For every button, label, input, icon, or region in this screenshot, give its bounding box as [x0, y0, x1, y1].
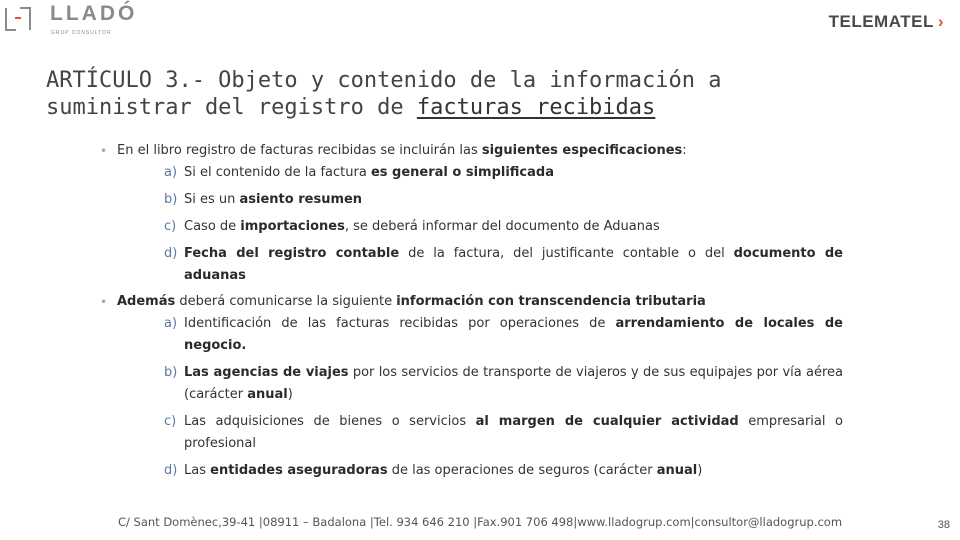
sub-item-text: , se deberá informar del documento de Aduanas [344, 219, 660, 234]
slide-title-line-2-text: suministrar del registro de [46, 95, 417, 120]
sub-item-text: de las operaciones de seguros (carácter [387, 463, 657, 478]
bullet-item [98, 140, 843, 162]
sub-item-text: Si es un [184, 192, 240, 207]
slide-title-line-2 [46, 94, 906, 121]
sub-item [164, 162, 843, 184]
sub-item [164, 362, 843, 406]
bullet-dot-icon: • [100, 144, 108, 158]
sub-item-text: Identificación de las facturas recibidas por operaciones de [184, 316, 616, 331]
sub-item-bold-text: entidades aseguradoras [210, 463, 388, 478]
sub-item-marker: b) [164, 192, 178, 207]
bullet-text: : [682, 143, 687, 158]
sub-item-bold-text: Fecha del registro contable [184, 246, 400, 261]
bullet-item [98, 291, 843, 313]
sub-item-marker: d) [164, 246, 178, 261]
sub-item [164, 460, 843, 482]
telematel-logo-word: TELEMATEL [828, 12, 934, 31]
sub-item-marker: a) [164, 165, 178, 180]
bullet-text: deberá comunicarse la siguiente [175, 294, 397, 309]
sub-item-text: Si el contenido de la factura [184, 165, 371, 180]
sub-item-bold-text: asiento resumen [239, 192, 363, 207]
bullet-bold-text: siguientes especificaciones [481, 143, 683, 158]
sub-item-marker: a) [164, 316, 178, 331]
sub-item-bold-text: arrendamiento de locales de negocio. [184, 316, 843, 353]
llado-logo [4, 2, 138, 38]
bullet-bold-text: información con transcendencia tributaria [396, 294, 706, 309]
sub-item-text: Las [184, 463, 211, 478]
slide-title-line-1: ARTÍCULO 3.- Objeto y contenido de la información a [46, 68, 722, 93]
sub-item-text: empresarial o profesional [184, 414, 843, 451]
sub-item-marker: d) [164, 463, 178, 478]
sub-item [164, 313, 843, 357]
bullet-bold-text: Además [117, 294, 176, 309]
llado-logo-word: LLADÓ [50, 2, 138, 25]
sub-item-text: ) [697, 463, 703, 478]
sub-item-bold-text: al margen de cualquier actividad [475, 414, 739, 429]
slide-title-underlined: facturas recibidas [416, 95, 656, 120]
slide-title [46, 67, 906, 121]
llado-logo-icon [4, 6, 32, 32]
sub-item-bold-text: importaciones [240, 219, 345, 234]
sub-item-marker: b) [164, 365, 178, 380]
sub-item-bold-text: anual [656, 463, 698, 478]
slide-content [98, 140, 843, 482]
telematel-logo [829, 12, 944, 32]
sub-item-text: Las adquisiciones de bienes o servicios [184, 414, 476, 429]
bullet-text: En el libro registro de facturas recibidas se incluirán las [117, 143, 482, 158]
page-number: 38 [937, 519, 950, 531]
sub-item [164, 243, 843, 287]
sub-item-bold-text: anual [247, 387, 288, 402]
footer-contact: C/ Sant Domènec,39-41 |08911 – Badalona |Tel. 934 646 210 |Fax.901 706 498|www.lladogrup.com|consultor@lladogrup.com [117, 515, 843, 529]
bullet-dot-icon: • [100, 295, 108, 309]
sub-item [164, 216, 843, 238]
chevron-right-icon: › [937, 12, 944, 31]
sub-item-text: por los servicios de transporte de viajeros y de sus equipajes por vía aérea (carácter [184, 365, 844, 402]
sub-item-bold-text: documento de aduanas [184, 246, 844, 283]
sub-item-bold-text: Las agencias de viajes [184, 365, 349, 380]
sub-item [164, 189, 843, 211]
sub-item-marker: c) [164, 219, 177, 234]
sub-item-bold-text: es general o simplificada [370, 165, 554, 180]
sub-item-text: ) [287, 387, 293, 402]
sub-item [164, 411, 843, 455]
sub-item-text: Caso de [184, 219, 241, 234]
llado-logo-subtitle: GRUP CONSULTOR [51, 30, 112, 36]
sub-item-marker: c) [164, 414, 177, 429]
sub-item-text: de la factura, del justificante contable o del [399, 246, 734, 261]
